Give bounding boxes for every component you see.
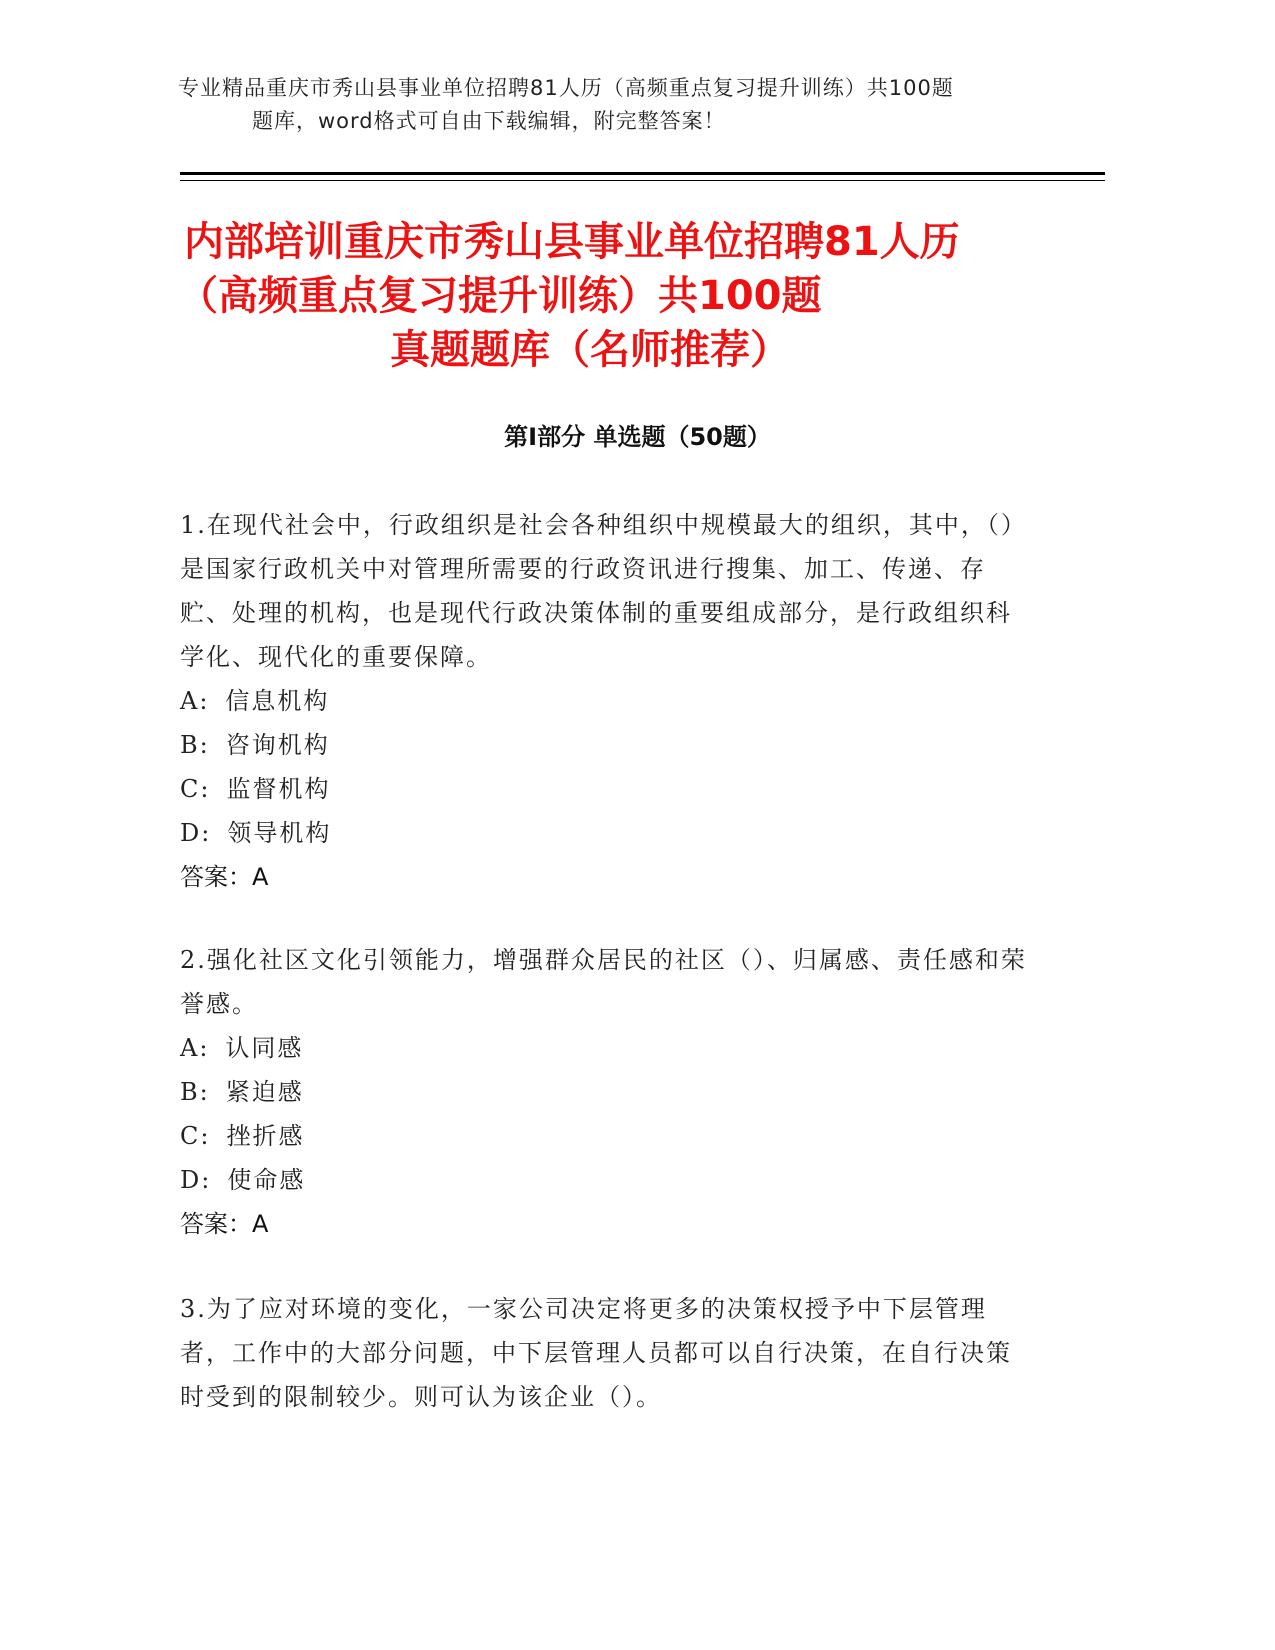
option-text: 认同感	[225, 1034, 304, 1062]
option-c	[180, 767, 1030, 811]
option-text: 领导机构	[227, 819, 332, 847]
option-d	[180, 1158, 1030, 1202]
question-3	[180, 1287, 1030, 1419]
title-line-1: 内部培训重庆市秀山县事业单位招聘81人历	[184, 219, 960, 265]
header-divider-thick	[180, 172, 1105, 175]
option-a	[180, 1026, 1030, 1070]
option-b	[180, 1070, 1030, 1114]
option-text: 信息机构	[225, 687, 330, 715]
question-2	[180, 938, 1030, 1246]
option-letter: B:	[180, 1078, 210, 1106]
option-text: 紧迫感	[225, 1078, 304, 1106]
option-letter: C:	[180, 775, 211, 803]
header-line-2: 题库，word格式可自由下载编辑，附完整答案！	[252, 109, 726, 133]
question-stem: 2.强化社区文化引领能力，增强群众居民的社区（）、归属感、责任感和荣誉感。	[180, 946, 1027, 1018]
option-letter: D:	[180, 819, 212, 847]
answer-line: 答案：A	[180, 1210, 269, 1238]
option-a	[180, 679, 1030, 723]
section-heading: 第I部分 单选题（50题）	[504, 423, 771, 451]
answer-line: 答案：A	[180, 863, 269, 891]
option-b	[180, 723, 1030, 767]
option-letter: D:	[180, 1166, 212, 1194]
option-text: 使命感	[227, 1166, 306, 1194]
question-1	[180, 503, 1030, 899]
option-letter: A:	[180, 1034, 210, 1062]
title-line-2: （高频重点复习提升训练）共100题	[178, 273, 822, 319]
question-stem: 3.为了应对环境的变化，一家公司决定将更多的决策权授予中下层管理者，工作中的大部分问题，中下层管理人员都可以自行决策，在自行决策时受到的限制较少。则可认为该企业（）。	[180, 1295, 1012, 1411]
option-d	[180, 811, 1030, 855]
option-letter: B:	[180, 731, 210, 759]
document-header-note	[178, 72, 1058, 138]
header-line-1: 专业精品重庆市秀山县事业单位招聘81人历（高频重点复习提升训练）共100题	[178, 76, 954, 100]
header-divider-thin	[180, 180, 1105, 181]
option-letter: A:	[180, 687, 210, 715]
title-line-3: 真题题库（名师推荐）	[390, 327, 790, 373]
option-text: 挫折感	[226, 1122, 305, 1150]
option-letter: C:	[180, 1122, 211, 1150]
document-title	[178, 215, 1058, 377]
option-text: 监督机构	[226, 775, 331, 803]
question-stem: 1.在现代社会中，行政组织是社会各种组织中规模最大的组织，其中，（）是国家行政机关中对管理所需要的行政资讯进行搜集、加工、传递、存贮、处理的机构，也是现代行政决策体制的重要组成部分，是行政组织科学化、现代化的重要保障。	[180, 511, 1027, 671]
option-text: 咨询机构	[225, 731, 330, 759]
option-c	[180, 1114, 1030, 1158]
